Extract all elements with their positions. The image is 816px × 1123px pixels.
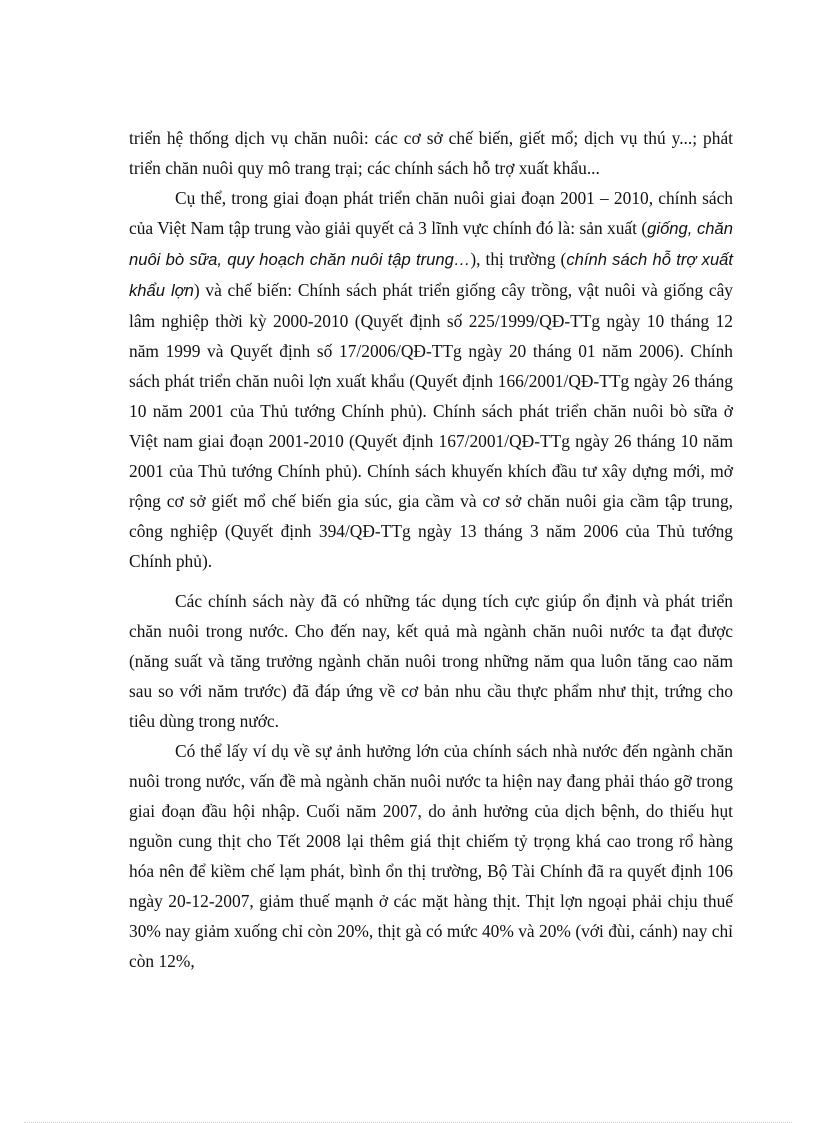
paragraph-1: triển hệ thống dịch vụ chăn nuôi: các cơ sở chế biến, giết mổ; dịch vụ thú y...; phát triển chăn nuôi quy mô trang trại; các chính sách hỗ trợ xuất khẩu... bbox=[129, 128, 733, 178]
paragraph-4: Có thể lấy ví dụ về sự ảnh hưởng lớn của chính sách nhà nước đến ngành chăn nuôi trong nước, vấn đề mà ngành chăn nuôi nước ta hiện nay đang phải tháo gỡ trong giai đoạn đầu hội nhập. Cuối năm 2007, do ảnh hưởng của dịch bệnh, do thiếu hụt nguồn cung thịt cho Tết 2008 lại thêm giá thịt chiếm tỷ trọng khá cao trong rổ hàng hóa nên để kiềm chế lạm phát, bình ổn thị trường, Bộ Tài Chính đã ra quyết định 106 ngày 20-12-2007, giảm thuế mạnh ở các mặt hàng thịt. Thịt lợn ngoại phải chịu thuế 30% nay giảm xuống chỉ còn 20%, thịt gà có mức 40% và 20% (với đùi, cánh) nay chỉ còn 12%, bbox=[129, 741, 733, 971]
paragraph-2-text-2: ), thị trường ( bbox=[470, 249, 567, 269]
paragraph-2-text-1: Cụ thể, trong giai đoạn phát triển chăn nuôi giai đoạn 2001 – 2010, chính sách của Việt Nam tập trung vào giải quyết cả 3 lĩnh vực chính đó là: sản xuất ( bbox=[129, 188, 733, 238]
body-text bbox=[129, 123, 733, 976]
paragraph-2-text-3: ) và chế biến: Chính sách phát triển giống cây trồng, vật nuôi và giống cây lâm nghiệp thời kỳ 2000-2010 (Quyết định số 225/1999/QĐ-TTg ngày 10 tháng 12 năm 1999 và Quyết định số 17/2006/QĐ-TTg ngày 20 tháng 01 năm 2006). Chính sách phát triển chăn nuôi lợn xuất khẩu (Quyết định 166/2001/QĐ-TTg ngày 26 tháng 10 năm 2001 của Thủ tướng Chính phủ). Chính sách phát triển chăn nuôi bò sữa ở Việt nam giai đoạn 2001-2010 (Quyết định 167/2001/QĐ-TTg ngày 26 tháng 10 năm 2001 của Thủ tướng Chính phủ). Chính sách khuyến khích đầu tư xây dựng mới, mở rộng cơ sở giết mổ chế biến gia súc, gia cầm và cơ sở chăn nuôi gia cầm tập trung, công nghiệp (Quyết định 394/QĐ-TTg ngày 13 tháng 3 năm 2006 của Thủ tướng Chính phủ). bbox=[129, 280, 733, 571]
paragraph-2 bbox=[129, 183, 733, 576]
paragraph-3: Các chính sách này đã có những tác dụng tích cực giúp ổn định và phát triển chăn nuôi trong nước. Cho đến nay, kết quả mà ngành chăn nuôi nước ta đạt được (năng suất và tăng trưởng ngành chăn nuôi trong những năm qua luôn tăng cao năm sau so với năm trước) đã đáp ứng về cơ bản nhu cầu thực phẩm như thịt, trứng cho tiêu dùng trong nước. bbox=[129, 591, 733, 731]
paragraph-2-italic-2: chính sách hỗ trợ xuất khẩu lợn bbox=[129, 250, 734, 300]
paragraph-2-italic-1: giống, chăn nuôi bò sữa, quy hoạch chăn nuôi tập trung… bbox=[129, 219, 733, 269]
